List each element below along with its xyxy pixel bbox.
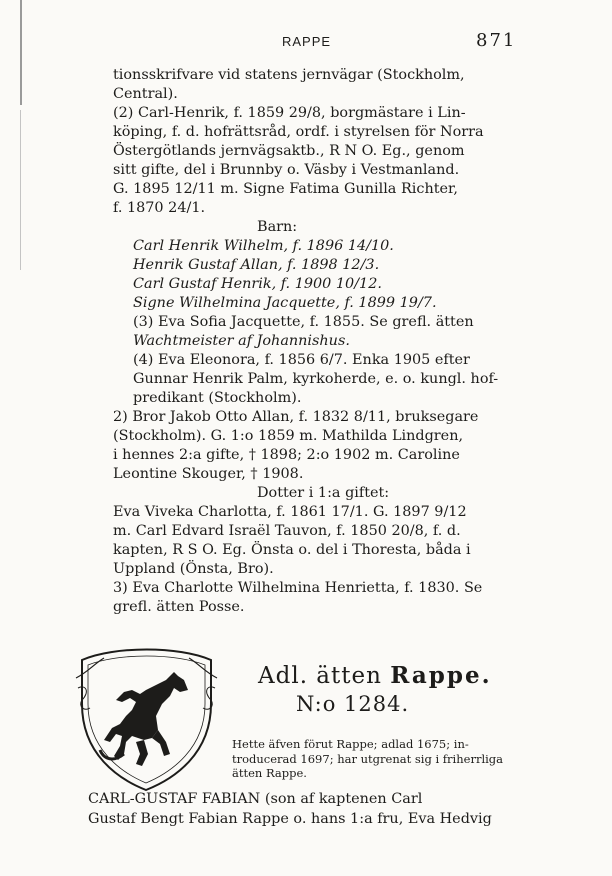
note-line: troducerad 1697; har utgrenat sig i friherrliga [232, 751, 504, 766]
text-line: f. 1870 24/1. [113, 200, 206, 216]
text-line: 2) Bror Jakob Otto Allan, f. 1832 8/11, bruksegare [113, 409, 479, 425]
entry-line: Gustaf Bengt Fabian Rappe o. hans 1:a fru, Eva Hedvig [88, 811, 492, 827]
text-line: 3) Eva Charlotte Wilhelmina Henrietta, f. 1830. Se [113, 580, 483, 596]
margin-rule-lower [20, 110, 21, 270]
entry-line: CARL-GUSTAF FABIAN (son af kaptenen Carl [88, 791, 423, 807]
text-line: Wachtmeister af Johannishus. [133, 333, 350, 349]
note-line: ätten Rappe. [232, 766, 307, 780]
rearing-horse-icon [100, 672, 188, 766]
text-line: (2) Carl-Henrik, f. 1859 29/8, borgmästare i Lin- [113, 105, 466, 121]
family-title-prefix: Adl. ätten [258, 663, 382, 689]
text-line: köping, f. d. hofrättsråd, ordf. i styrelsen för Norra [113, 124, 484, 140]
text-line: Leontine Skouger, † 1908. [113, 466, 304, 482]
page-number: 871 [476, 30, 517, 51]
text-line: (Stockholm). G. 1:o 1859 m. Mathilda Lindgren, [113, 428, 464, 444]
coat-of-arms-icon [74, 644, 219, 794]
text-line: tionsskrifvare vid statens jernvägar (Stockholm, [113, 67, 465, 83]
text-line: G. 1895 12/11 m. Signe Fatima Gunilla Richter, [113, 181, 458, 197]
family-number: N:o 1284. [296, 692, 410, 716]
text-line: kapten, R S O. Eg. Önsta o. del i Thoresta, båda i [113, 542, 471, 558]
child-entry: Henrik Gustaf Allan, f. 1898 12/3. [133, 257, 380, 273]
text-line: Central). [113, 86, 178, 102]
child-entry: Carl Henrik Wilhelm, f. 1896 14/10. [133, 238, 394, 254]
note-line: Hette äfven förut Rappe; adlad 1675; in- [232, 737, 469, 751]
text-line: (4) Eva Eleonora, f. 1856 6/7. Enka 1905 efter [133, 352, 470, 368]
daughter-heading: Dotter i 1:a giftet: [257, 485, 390, 501]
text-line: Uppland (Önsta, Bro). [113, 561, 274, 577]
running-head: RAPPE [282, 34, 332, 49]
text-line: i hennes 2:a gifte, † 1898; 2:o 1902 m. Caroline [113, 447, 460, 463]
family-title [258, 662, 492, 689]
text-line: Eva Viveka Charlotta, f. 1861 17/1. G. 1897 9/12 [113, 504, 467, 520]
text-line: predikant (Stockholm). [133, 390, 302, 406]
body-text [113, 66, 535, 617]
text-line: m. Carl Edvard Israël Tauvon, f. 1850 20/8, f. d. [113, 523, 461, 539]
text-line: (3) Eva Sofia Jacquette, f. 1855. Se grefl. ätten [133, 314, 474, 330]
family-note [232, 737, 532, 781]
text-line: Östergötlands jernvägsaktb., R N O. Eg., genom [113, 143, 465, 159]
text-line: grefl. ätten Posse. [113, 599, 245, 615]
child-entry: Signe Wilhelmina Jacquette, f. 1899 19/7. [133, 295, 437, 311]
children-heading: Barn: [257, 219, 298, 235]
page-header [0, 30, 612, 54]
text-line: Gunnar Henrik Palm, kyrkoherde, e. o. kungl. hof- [133, 371, 499, 387]
child-entry: Carl Gustaf Henrik, f. 1900 10/12. [133, 276, 382, 292]
first-entry [88, 789, 528, 829]
family-title-name: Rappe. [390, 662, 492, 689]
text-line: sitt gifte, del i Brunnby o. Väsby i Vestmanland. [113, 162, 460, 178]
